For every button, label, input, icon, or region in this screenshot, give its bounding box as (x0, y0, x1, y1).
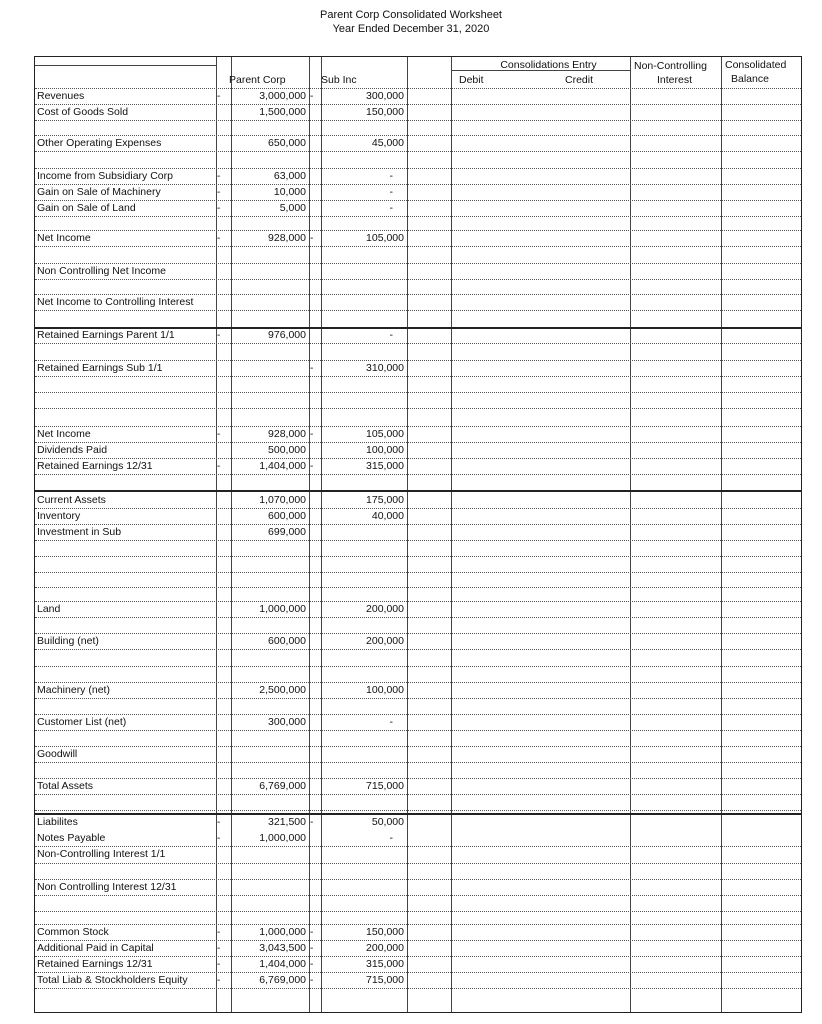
parent-corp-value: 1,000,000 (259, 603, 306, 615)
sub-dollar-cell: - (310, 975, 314, 986)
sub-inc-value (322, 295, 407, 310)
sub-dollar-cell (310, 328, 321, 343)
sub-inc-value (322, 525, 407, 540)
parent-dollar-cell (217, 747, 231, 762)
parent-dollar-cell: - (217, 817, 221, 828)
table-row (35, 880, 801, 896)
sub-inc-value: - (389, 186, 393, 198)
parent-corp-value: 1,000,000 (259, 832, 306, 844)
table-row (35, 509, 801, 525)
sub-inc-value: 200,000 (366, 603, 404, 615)
row-rule (35, 911, 801, 912)
sub-dollar-cell (310, 105, 321, 120)
table-row (35, 459, 801, 475)
row-label: Revenues (37, 90, 85, 102)
table-row (35, 941, 801, 957)
sub-inc-value: 150,000 (366, 926, 404, 938)
sub-dollar-cell (310, 847, 321, 862)
table-row (35, 747, 801, 763)
row-label: Machinery (net) (37, 684, 110, 696)
sub-dollar-cell (310, 295, 321, 310)
parent-corp-value (232, 361, 309, 376)
parent-dollar-cell: - (217, 927, 221, 938)
parent-corp-value: 1,404,000 (259, 958, 306, 970)
sub-inc-value: - (389, 170, 393, 182)
parent-corp-value: 3,043,500 (259, 942, 306, 954)
sub-dollar-cell (310, 779, 321, 794)
parent-corp-value: 1,070,000 (259, 494, 306, 506)
sub-inc-value: 200,000 (366, 635, 404, 647)
sub-dollar-cell (310, 509, 321, 524)
label-header-rule (35, 57, 216, 66)
row-label: Net Income to Controlling Interest (37, 296, 194, 308)
sub-inc-value: 310,000 (366, 362, 404, 374)
parent-dollar-cell (217, 715, 231, 730)
row-label: Goodwill (37, 748, 78, 760)
parent-corp-value: 600,000 (268, 635, 306, 647)
sub-dollar-cell (310, 201, 321, 216)
parent-dollar-cell: - (217, 975, 221, 986)
credit-header: Credit (565, 74, 594, 86)
row-label: Non-Controlling Interest 1/1 (37, 848, 166, 860)
row-label: Cost of Goods Sold (37, 106, 129, 118)
sub-dollar-cell (310, 185, 321, 200)
row-label: Notes Payable (37, 832, 106, 844)
parent-dollar-cell: - (217, 233, 221, 244)
row-rule (35, 666, 801, 667)
sub-inc-value: 150,000 (366, 106, 404, 118)
table-row (35, 105, 801, 121)
parent-dollar-cell (217, 525, 231, 540)
table-row (35, 136, 801, 152)
row-label: Building (net) (37, 635, 99, 647)
sub-dollar-cell: - (310, 817, 314, 828)
table-row (35, 634, 801, 650)
balance-header: Balance (731, 73, 769, 85)
parent-corp-value (232, 880, 309, 895)
parent-corp-value: 5,000 (279, 202, 306, 214)
parent-corp-value (232, 264, 309, 279)
table-row (35, 525, 801, 541)
row-label: Additional Paid in Capital (37, 942, 154, 954)
parent-corp-value: 3,000,000 (259, 90, 306, 102)
row-label: Common Stock (37, 926, 109, 938)
consolidated-header: Consolidated (725, 59, 787, 71)
sub-inc-value: 175,000 (366, 494, 404, 506)
row-label: Gain on Sale of Machinery (37, 186, 161, 198)
row-label: Gain on Sale of Land (37, 202, 136, 214)
table-row (35, 683, 801, 699)
parent-corp-header: Parent Corp (229, 74, 286, 86)
sub-dollar-cell: - (310, 943, 314, 954)
sub-inc-value: - (389, 832, 393, 844)
row-rule (35, 408, 801, 409)
parent-dollar-cell (217, 443, 231, 458)
parent-dollar-cell: - (217, 943, 221, 954)
title-line-2: Year Ended December 31, 2020 (332, 23, 490, 35)
sub-dollar-cell (310, 715, 321, 730)
sub-dollar-cell: - (310, 927, 314, 938)
parent-dollar-cell: - (217, 833, 221, 844)
sub-inc-value: 315,000 (366, 958, 404, 970)
row-label: Net Income (37, 428, 91, 440)
sub-inc-header: Sub Inc (321, 74, 357, 86)
parent-dollar-cell (217, 847, 231, 862)
table-row (35, 427, 801, 443)
sub-dollar-cell (310, 602, 321, 617)
table-row (35, 201, 801, 217)
parent-dollar-cell (217, 880, 231, 895)
row-label: Investment in Sub (37, 526, 122, 538)
row-label: Non Controlling Net Income (37, 265, 166, 277)
table-row (35, 715, 801, 731)
sub-inc-value: 715,000 (366, 780, 404, 792)
sub-dollar-cell: - (310, 461, 314, 472)
table-row (35, 847, 801, 863)
row-label: Net Income (37, 232, 91, 244)
parent-corp-value: 928,000 (268, 428, 306, 440)
table-row (35, 973, 801, 989)
table-row (35, 779, 801, 795)
parent-dollar-cell (217, 779, 231, 794)
parent-corp-value: 6,769,000 (259, 974, 306, 986)
table-row (35, 602, 801, 618)
row-label: Land (37, 603, 61, 615)
sub-dollar-cell (310, 443, 321, 458)
sub-dollar-cell (310, 264, 321, 279)
sub-dollar-cell: - (310, 363, 314, 374)
sub-dollar-cell (310, 880, 321, 895)
parent-dollar-cell (217, 634, 231, 649)
row-label: Customer List (net) (37, 716, 127, 728)
parent-dollar-cell (217, 361, 231, 376)
sub-dollar-cell: - (310, 429, 314, 440)
row-label: Total Liab & Stockholders Equity (37, 974, 188, 986)
parent-corp-value: 650,000 (268, 137, 306, 149)
sub-dollar-cell: - (310, 91, 314, 102)
sub-dollar-cell: - (310, 959, 314, 970)
row-label: Dividends Paid (37, 444, 108, 456)
table-row (35, 815, 801, 831)
parent-dollar-cell (217, 295, 231, 310)
parent-dollar-cell: - (217, 171, 221, 182)
row-label: Non Controlling Interest 12/31 (37, 881, 177, 893)
row-label: Retained Earnings 12/31 (37, 958, 153, 970)
parent-dollar-cell (217, 136, 231, 151)
parent-dollar-cell (217, 602, 231, 617)
debit-header: Debit (459, 74, 484, 86)
table-row (35, 295, 801, 311)
sub-inc-value (322, 747, 407, 762)
worksheet-grid (34, 56, 802, 1013)
parent-corp-value: 928,000 (268, 232, 306, 244)
sub-inc-value: 105,000 (366, 428, 404, 440)
parent-corp-value: 321,500 (268, 816, 306, 828)
parent-dollar-cell (217, 264, 231, 279)
parent-dollar-cell (217, 683, 231, 698)
parent-dollar-cell (217, 493, 231, 508)
table-row (35, 264, 801, 280)
sub-dollar-cell (310, 169, 321, 184)
parent-dollar-cell (217, 105, 231, 120)
sub-dollar-cell: - (310, 233, 314, 244)
sub-dollar-cell (310, 831, 321, 846)
table-row (35, 831, 801, 847)
sub-dollar-cell (310, 634, 321, 649)
parent-corp-value: 2,500,000 (259, 684, 306, 696)
sub-inc-value (322, 264, 407, 279)
sub-inc-value: - (389, 329, 393, 341)
row-label: Current Assets (37, 494, 106, 506)
sub-inc-value: - (389, 716, 393, 728)
parent-dollar-cell: - (217, 187, 221, 198)
table-row (35, 925, 801, 941)
non-controlling-header: Non-Controlling (634, 60, 707, 72)
interest-header: Interest (657, 74, 693, 86)
row-label: Inventory (37, 510, 81, 522)
row-label: Retained Earnings 12/31 (37, 460, 153, 472)
parent-corp-value: 1,404,000 (259, 460, 306, 472)
table-row (35, 231, 801, 247)
row-label: Retained Earnings Sub 1/1 (37, 362, 163, 374)
table-row (35, 443, 801, 459)
row-label: Other Operating Expenses (37, 137, 162, 149)
parent-corp-value: 63,000 (273, 170, 306, 182)
parent-dollar-cell (217, 509, 231, 524)
worksheet-title (0, 8, 822, 36)
row-rule (35, 556, 801, 557)
sub-inc-value: 100,000 (366, 684, 404, 696)
parent-dollar-cell: - (217, 959, 221, 970)
sub-dollar-cell (310, 683, 321, 698)
parent-corp-value (232, 847, 309, 862)
parent-corp-value: 300,000 (268, 716, 306, 728)
sub-inc-value: 315,000 (366, 460, 404, 472)
table-row (35, 361, 801, 377)
sub-inc-value: 45,000 (371, 137, 404, 149)
parent-corp-value: 500,000 (268, 444, 306, 456)
sub-inc-value: 40,000 (371, 510, 404, 522)
sub-inc-value: 300,000 (366, 90, 404, 102)
parent-dollar-cell: - (217, 91, 221, 102)
row-rule (35, 863, 801, 864)
sub-inc-value: 715,000 (366, 974, 404, 986)
row-rule (35, 587, 801, 588)
sub-dollar-cell (310, 525, 321, 540)
parent-corp-value (232, 747, 309, 762)
row-rule (35, 810, 801, 811)
row-label: Retained Earnings Parent 1/1 (37, 329, 175, 341)
sub-inc-value (322, 880, 407, 895)
parent-dollar-cell: - (217, 330, 221, 341)
sub-dollar-cell (310, 747, 321, 762)
parent-corp-value: 699,000 (268, 526, 306, 538)
title-line-1: Parent Corp Consolidated Worksheet (319, 9, 502, 21)
table-row (35, 957, 801, 973)
row-rule (35, 572, 801, 573)
parent-dollar-cell: - (217, 203, 221, 214)
sub-dollar-cell (310, 493, 321, 508)
table-row (35, 185, 801, 201)
table-row (35, 328, 801, 344)
section-separator (35, 490, 801, 492)
row-label: Liabilites (37, 816, 78, 828)
sub-inc-value: 100,000 (366, 444, 404, 456)
sub-dollar-cell (310, 136, 321, 151)
parent-corp-value: 1,000,000 (259, 926, 306, 938)
parent-corp-value: 976,000 (268, 329, 306, 341)
table-row (35, 493, 801, 509)
parent-corp-value: 6,769,000 (259, 780, 306, 792)
row-label: Income from Subsidiary Corp (37, 170, 173, 182)
table-row (35, 169, 801, 185)
parent-corp-value: 10,000 (273, 186, 306, 198)
parent-dollar-cell: - (217, 461, 221, 472)
row-rule (35, 392, 801, 393)
parent-corp-value: 600,000 (268, 510, 306, 522)
sub-inc-value: - (389, 202, 393, 214)
sub-inc-value (322, 847, 407, 862)
parent-corp-value: 1,500,000 (259, 106, 306, 118)
sub-inc-value: 50,000 (371, 816, 404, 828)
sub-inc-value: 105,000 (366, 232, 404, 244)
row-label: Total Assets (37, 780, 94, 792)
table-row (35, 89, 801, 105)
parent-corp-value (232, 295, 309, 310)
parent-dollar-cell: - (217, 429, 221, 440)
consolidations-entry-header: Consolidations Entry (500, 59, 597, 71)
sub-inc-value: 200,000 (366, 942, 404, 954)
